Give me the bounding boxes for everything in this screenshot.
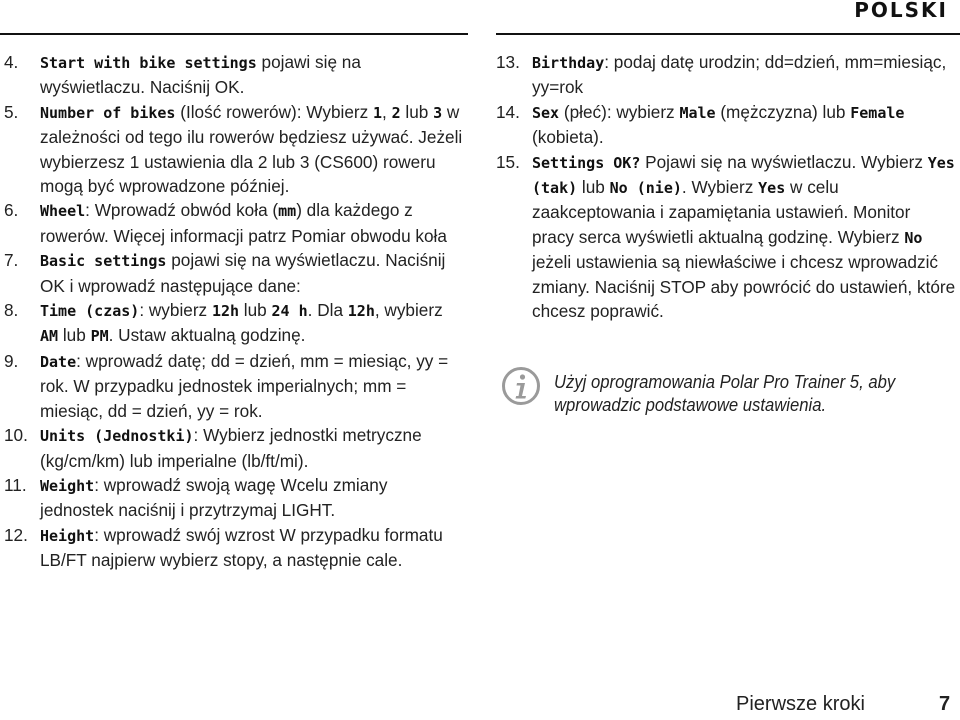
list-item xyxy=(4,198,464,248)
step-number: 15. xyxy=(496,151,520,172)
display-keyword: Basic settings xyxy=(40,252,167,271)
list-item xyxy=(4,473,464,523)
step-text: pojawi się na wyświetlaczu. Naciśnij OK. xyxy=(40,52,361,98)
header-rule-left xyxy=(0,33,468,35)
display-keyword: Date xyxy=(40,352,77,371)
step-number: 6. xyxy=(4,200,19,221)
step-text: (Ilość rowerów): Wybierz xyxy=(175,101,373,122)
display-keyword: No xyxy=(904,228,923,247)
display-keyword: 3 xyxy=(433,103,443,122)
step-text: jeżeli ustawienia są niewłaściwe i chcesz wprowadzić zmiany. Naciśnij STOP aby powrócić do ustawień, które chcesz poprawić. xyxy=(532,252,956,322)
display-keyword: Wheel xyxy=(40,202,86,221)
step-number: 13. xyxy=(496,52,520,72)
step-number: 4. xyxy=(4,52,19,72)
step-text: lub xyxy=(239,300,272,321)
step-number: 5. xyxy=(4,101,19,122)
display-keyword: PM xyxy=(90,327,109,346)
right-column xyxy=(496,50,956,323)
step-text: Pojawi się na wyświetlaczu. Wybierz xyxy=(640,151,928,172)
step-text: lub xyxy=(58,325,91,346)
display-keyword: 2 xyxy=(391,103,401,122)
note-text: Użyj oprogramowania Polar Pro Trainer 5, aby wprowadzic podstawowe ustawienia. xyxy=(554,371,896,415)
language-label: POLSKI xyxy=(854,0,948,22)
display-keyword: Settings OK? xyxy=(532,153,641,172)
step-text: : wybierz xyxy=(139,300,212,321)
display-keyword: Female xyxy=(850,103,905,122)
step-number: 7. xyxy=(4,250,19,271)
header-rule-right xyxy=(496,33,960,35)
step-number: 14. xyxy=(496,101,520,122)
step-text: lub xyxy=(400,101,434,122)
step-text: : podaj datę urodzin; dd=dzień, mm=miesiąc, yy=rok xyxy=(532,52,947,98)
display-keyword: Start with bike settings xyxy=(40,54,257,72)
list-item xyxy=(4,100,464,199)
display-keyword: mm xyxy=(278,202,297,221)
step-text: : Wprowadź obwód koła ( xyxy=(85,200,279,221)
left-column xyxy=(4,50,464,573)
step-text: w celu zaakceptowania i zapamiętania ustawień. Monitor pracy serca wyświetli aktualną godzinę. Wybierz xyxy=(532,177,911,247)
step-text: lub xyxy=(577,177,610,198)
list-item xyxy=(4,349,464,423)
step-text: (płeć): wybierz xyxy=(559,101,680,122)
step-text: . Dla xyxy=(307,300,348,321)
step-text: (mężczyzna) lub xyxy=(715,101,851,122)
step-text: . Wybierz xyxy=(681,177,759,198)
step-text: : wprowadź datę; dd = dzień, mm = miesiąc, yy = rok. W przypadku jednostek imperialnych; mm = miesiąc, dd = dzień, yy = rok. xyxy=(40,350,449,421)
step-number: 9. xyxy=(4,350,19,371)
step-list-right xyxy=(496,50,956,323)
display-keyword: 1 xyxy=(373,103,383,122)
step-text: : wprowadź swój wzrost W przypadku formatu LB/FT najpierw wybierz stopy, a następnie cale. xyxy=(40,524,443,571)
list-item xyxy=(4,298,464,349)
list-item xyxy=(496,150,956,324)
step-text: : wprowadź swoją wagę Wcelu zmiany jednostek naciśnij i przytrzymaj LIGHT. xyxy=(40,474,388,521)
list-item xyxy=(4,248,464,298)
display-keyword: 12h xyxy=(211,302,240,321)
step-text: . Ustaw aktualną godzinę. xyxy=(108,325,306,346)
display-keyword: Units (Jednostki) xyxy=(40,427,194,446)
display-keyword: Time (czas) xyxy=(40,302,140,321)
step-text: , xyxy=(382,101,392,122)
display-keyword: 24 h xyxy=(271,302,308,321)
step-number: 8. xyxy=(4,300,19,321)
footer-section-title: Pierwsze kroki xyxy=(736,693,865,715)
display-keyword: 12h xyxy=(347,302,375,321)
step-list-left xyxy=(4,50,464,573)
display-keyword: Sex xyxy=(532,103,560,122)
info-icon xyxy=(501,366,541,406)
list-item xyxy=(4,50,464,100)
list-item xyxy=(4,523,464,573)
list-item xyxy=(496,50,956,100)
display-keyword: Yes (tak) xyxy=(532,153,955,198)
display-keyword: Height xyxy=(40,526,95,545)
step-text: w zależności od tego ilu rowerów będziesz używać. Jeżeli wybierzesz 1 ustawienia dla 2 lub 3 (CS600) roweru mogą być wprowadzone później. xyxy=(40,101,463,197)
step-number: 10. xyxy=(4,425,28,446)
step-text: : Wybierz jednostki metryczne (kg/cm/km) lub imperialne (lb/ft/mi). xyxy=(40,425,422,471)
display-keyword: Male xyxy=(679,103,716,122)
display-keyword: Yes xyxy=(758,179,786,198)
list-item xyxy=(496,100,956,150)
step-text: pojawi się na wyświetlaczu. Naciśnij OK i wprowadź następujące dane: xyxy=(40,250,446,296)
step-text: ) dla każdego z rowerów. Więcej informacji patrz Pomiar obwodu koła xyxy=(40,200,447,246)
step-number: 11. xyxy=(4,474,27,495)
display-keyword: No (nie) xyxy=(609,179,682,198)
display-keyword: Number of bikes xyxy=(40,103,176,122)
page-number: 7 xyxy=(939,693,951,715)
list-item xyxy=(4,423,464,473)
display-keyword: Weight xyxy=(40,476,95,495)
step-text: (kobieta). xyxy=(532,127,604,148)
display-keyword: Birthday xyxy=(532,54,605,72)
display-keyword: AM xyxy=(40,327,59,346)
step-text: , wybierz xyxy=(374,300,443,321)
step-number: 12. xyxy=(4,524,28,545)
